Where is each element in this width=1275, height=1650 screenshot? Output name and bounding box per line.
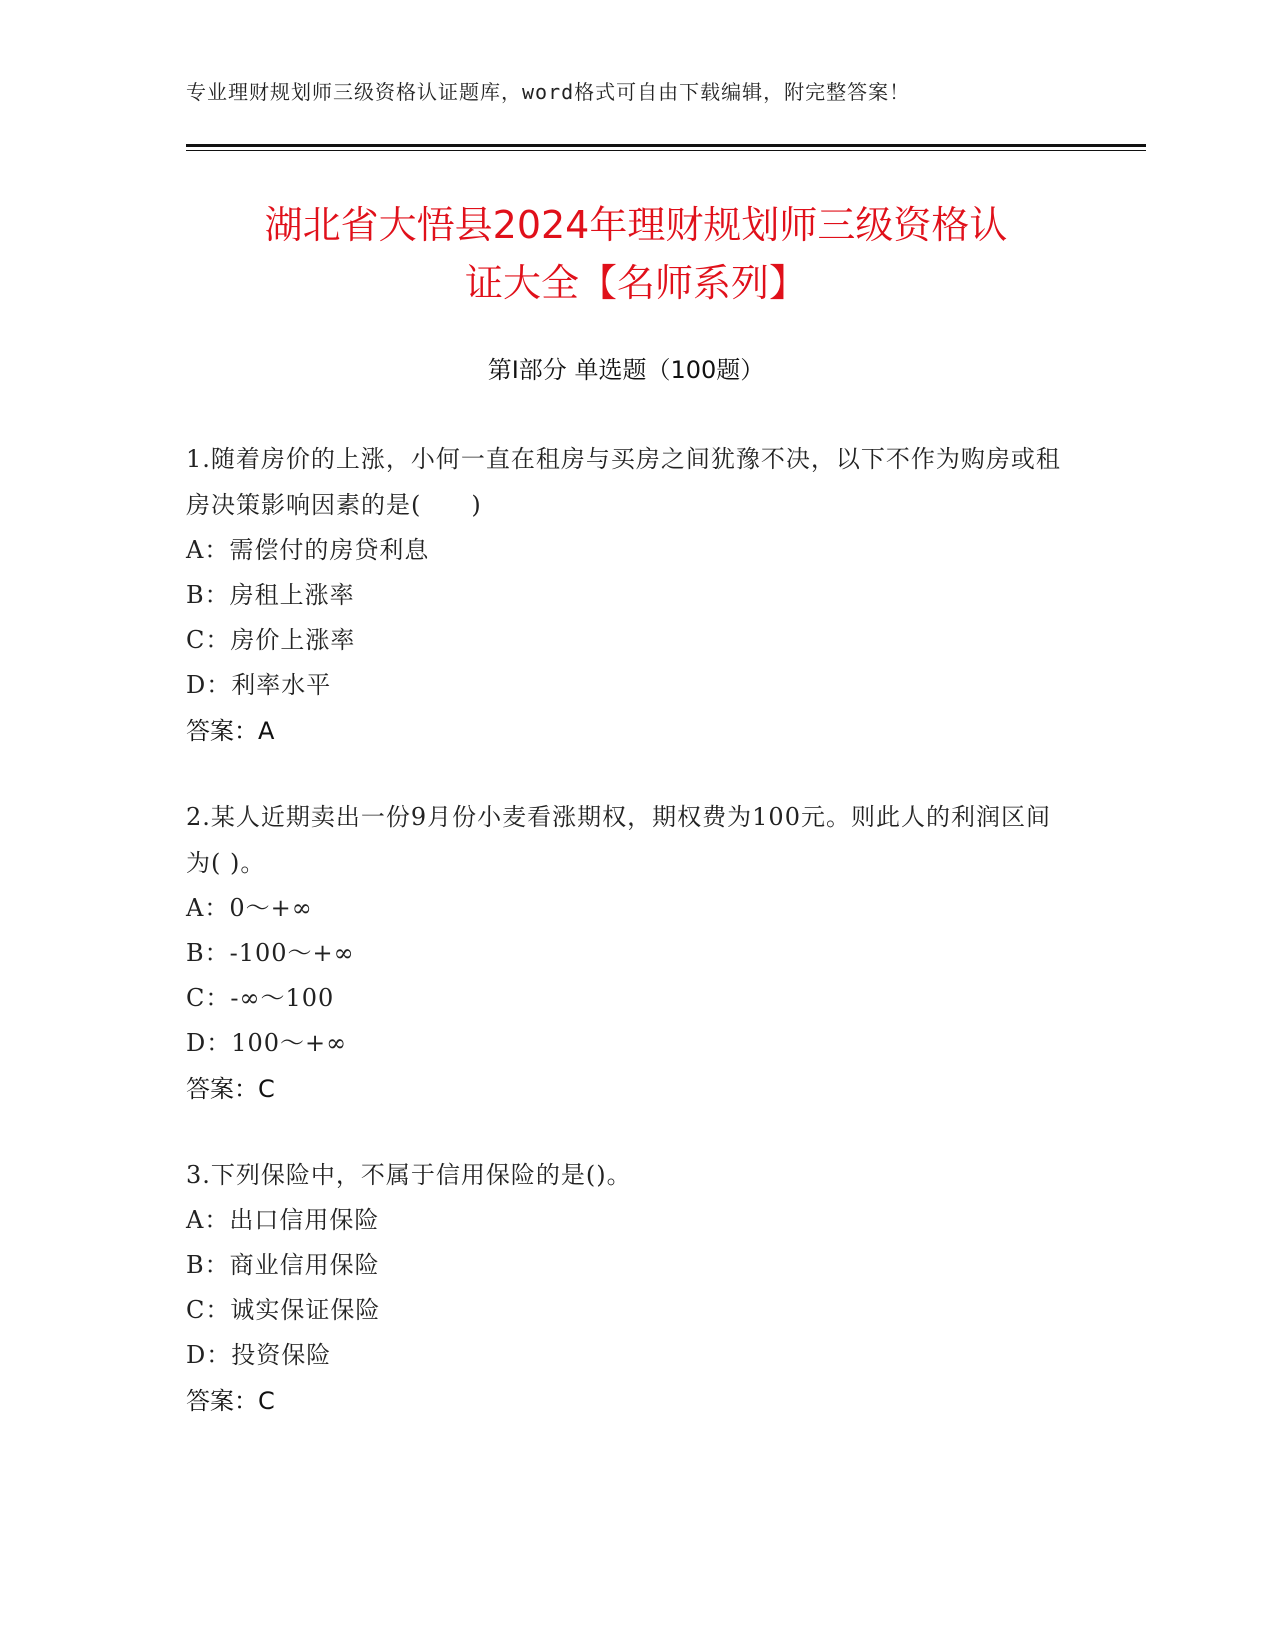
option-b: B：房租上涨率 bbox=[186, 581, 355, 609]
option-b: B：商业信用保险 bbox=[186, 1251, 380, 1279]
title-line-2: 证大全【名师系列】 bbox=[464, 261, 807, 305]
option-d: D：100～+∞ bbox=[186, 1029, 348, 1057]
option-a: A：0～+∞ bbox=[186, 894, 313, 922]
document-title bbox=[186, 196, 1086, 312]
header-rule-thick bbox=[186, 144, 1146, 147]
header-rule-thin bbox=[186, 150, 1146, 151]
question-1 bbox=[186, 436, 1066, 754]
option-d: D：利率水平 bbox=[186, 671, 332, 699]
title-line-1: 湖北省大悟县2024年理财规划师三级资格认 bbox=[264, 203, 1008, 247]
question-3 bbox=[186, 1152, 1066, 1424]
option-a: A：出口信用保险 bbox=[186, 1206, 380, 1234]
option-c: C：诚实保证保险 bbox=[186, 1296, 381, 1324]
answer: 答案：C bbox=[186, 1387, 275, 1415]
question-stem: 2.某人近期卖出一份9月份小麦看涨期权，期权费为100元。则此人的利润区间为( )。 bbox=[186, 803, 1051, 877]
answer: 答案：C bbox=[186, 1075, 275, 1103]
header-note: 专业理财规划师三级资格认证题库，word格式可自由下载编辑，附完整答案！ bbox=[186, 80, 911, 104]
option-d: D：投资保险 bbox=[186, 1341, 332, 1369]
answer: 答案：A bbox=[186, 717, 275, 745]
option-a: A：需偿付的房贷利息 bbox=[186, 536, 430, 564]
option-b: B：-100～+∞ bbox=[186, 939, 355, 967]
option-c: C：-∞～100 bbox=[186, 984, 335, 1012]
section-heading: 第Ⅰ部分 单选题（100题） bbox=[487, 356, 765, 384]
question-stem: 3.下列保险中，不属于信用保险的是()。 bbox=[186, 1161, 632, 1189]
question-stem: 1.随着房价的上涨，小何一直在租房与买房之间犹豫不决，以下不作为购房或租房决策影响因素的是( ) bbox=[186, 445, 1061, 519]
option-c: C：房价上涨率 bbox=[186, 626, 356, 654]
question-list bbox=[186, 436, 1066, 1464]
question-2 bbox=[186, 794, 1066, 1112]
